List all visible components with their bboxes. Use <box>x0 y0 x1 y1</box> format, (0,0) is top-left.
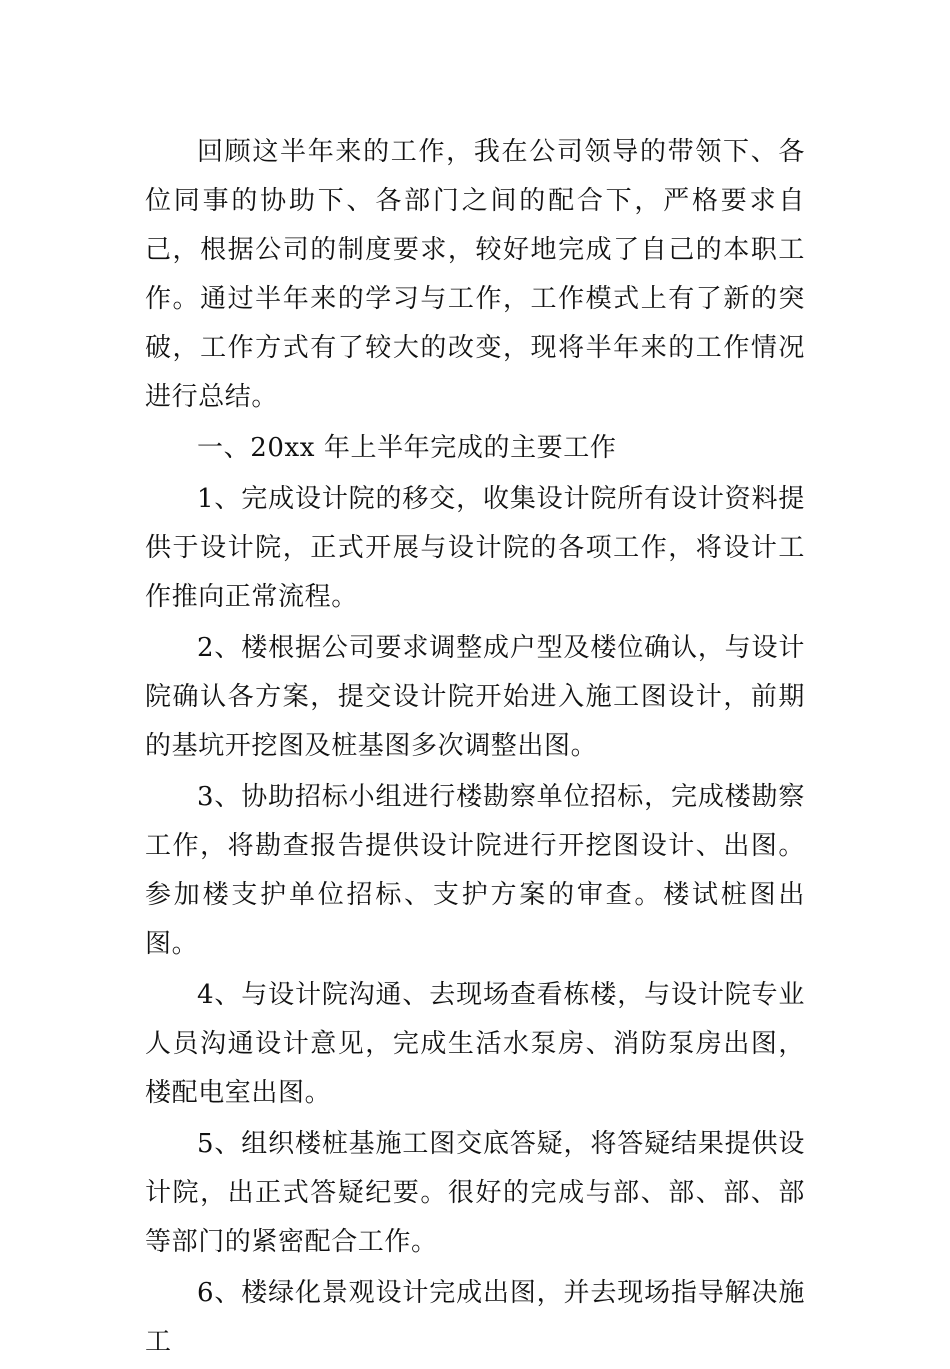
list-item-3: 3、协助招标小组进行楼勘察单位招标，完成楼勘察工作，将勘查报告提供设计院进行开挖图设计、出图。参加楼支护单位招标、支护方案的审查。楼试桩图出图。 <box>145 782 805 959</box>
list-item-1: 1、完成设计院的移交，收集设计院所有设计资料提供于设计院，正式开展与设计院的各项工作，将设计工作推向正常流程。 <box>145 484 805 612</box>
intro-paragraph: 回顾这半年来的工作，我在公司领导的带领下、各位同事的协助下、各部门之间的配合下，严格要求自己，根据公司的制度要求，较好地完成了自己的本职工作。通过半年来的学习与工作，工作模式上有了新的突破，工作方式有了较大的改变，现将半年来的工作情况进行总结。 <box>145 137 805 412</box>
section-heading: 一、20xx 年上半年完成的主要工作 <box>197 433 617 463</box>
list-item-4: 4、与设计院沟通、去现场查看栋楼，与设计院专业人员沟通设计意见，完成生活水泵房、消防泵房出图，楼配电室出图。 <box>145 980 805 1108</box>
list-item-2: 2、楼根据公司要求调整成户型及楼位确认，与设计院确认各方案，提交设计院开始进入施工图设计，前期的基坑开挖图及桩基图多次调整出图。 <box>145 633 805 761</box>
document-body <box>145 128 805 1369</box>
list-item-6: 6、楼绿化景观设计完成出图，并去现场指导解决施工 <box>145 1278 805 1357</box>
list-item-5: 5、组织楼桩基施工图交底答疑，将答疑结果提供设计院，出正式答疑纪要。很好的完成与部、部、部、部等部门的紧密配合工作。 <box>145 1129 805 1257</box>
